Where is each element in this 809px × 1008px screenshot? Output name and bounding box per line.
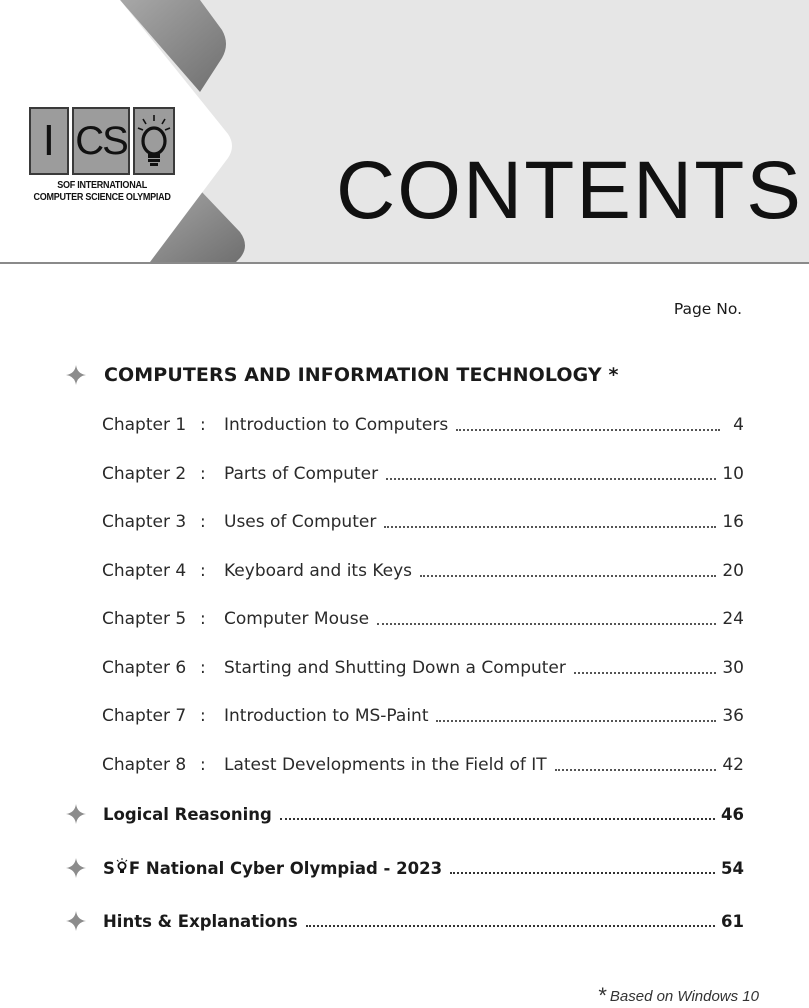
chapter-row-4[interactable]	[102, 559, 744, 583]
chapter-title: Keyboard and its Keys	[224, 561, 413, 581]
header-banner	[0, 0, 809, 262]
section-logical-reasoning[interactable]	[65, 801, 744, 827]
section-title	[103, 858, 442, 878]
chapter-colon: :	[200, 464, 206, 484]
chapter-label: Chapter 1	[102, 415, 187, 435]
chapter-label: Chapter 8	[102, 755, 187, 775]
dot-leader	[436, 720, 716, 722]
chapter-page: 4	[733, 415, 744, 435]
chapter-page: 16	[722, 512, 744, 532]
chapter-label: Chapter 2	[102, 464, 187, 484]
chapter-colon: :	[200, 415, 206, 435]
chapter-row-3[interactable]	[102, 510, 744, 534]
dot-leader	[574, 672, 716, 674]
dot-leader	[420, 575, 716, 577]
section-hints-explanations[interactable]	[65, 908, 744, 934]
footnote-text: Based on Windows 10	[609, 988, 759, 1005]
chapter-colon: :	[200, 561, 206, 581]
dot-leader	[280, 818, 715, 820]
dot-leader	[450, 872, 715, 874]
chapter-title: Introduction to MS-Paint	[224, 706, 429, 726]
dot-leader	[377, 623, 716, 625]
chapter-label: Chapter 6	[102, 658, 187, 678]
chapter-row-8[interactable]	[102, 753, 744, 777]
section-cyber-olympiad[interactable]	[65, 855, 744, 881]
section-page: 61	[721, 911, 744, 931]
dot-leader	[306, 925, 715, 927]
four-point-star-icon	[65, 364, 87, 386]
chapter-row-6[interactable]	[102, 656, 744, 680]
sof-bulb-icon	[116, 858, 128, 875]
chapter-row-5[interactable]	[102, 607, 744, 631]
chapter-page: 36	[722, 706, 744, 726]
chapter-colon: :	[200, 658, 206, 678]
section-computers-it	[65, 364, 619, 386]
chapter-page: 24	[722, 609, 744, 629]
chapter-colon: :	[200, 512, 206, 532]
section-title: Hints & Explanations	[103, 911, 298, 931]
chapter-page: 10	[722, 464, 744, 484]
section-title: COMPUTERS AND INFORMATION TECHNOLOGY *	[104, 364, 619, 386]
header-divider	[0, 262, 809, 264]
chapter-title: Latest Developments in the Field of IT	[224, 755, 547, 775]
page-title: CONTENTS	[336, 145, 803, 236]
section-title: Logical Reasoning	[103, 804, 272, 824]
chapter-label: Chapter 4	[102, 561, 187, 581]
dot-leader	[555, 769, 717, 771]
chapter-label: Chapter 7	[102, 706, 187, 726]
logo-letter-i: I	[29, 107, 69, 175]
chapter-title: Computer Mouse	[224, 609, 370, 629]
lightbulb-icon	[133, 107, 175, 175]
chapter-title: Introduction to Computers	[224, 415, 449, 435]
dot-leader	[386, 478, 716, 480]
chapter-row-7[interactable]	[102, 704, 744, 728]
chapter-colon: :	[200, 755, 206, 775]
chapter-colon: :	[200, 706, 206, 726]
page-no-label: Page No.	[673, 300, 742, 318]
logo-letters-cs: CS	[72, 107, 131, 175]
section-page: 46	[721, 804, 744, 824]
sof-title-rest: F National Cyber Olympiad - 2023	[128, 859, 443, 878]
chapter-page: 20	[722, 561, 744, 581]
chapter-label: Chapter 3	[102, 512, 187, 532]
logo-caption: SOF INTERNATIONAL COMPUTER SCIENCE OLYMPIAD	[33, 179, 171, 203]
icso-logo	[29, 107, 175, 203]
chapter-row-1[interactable]	[102, 413, 744, 437]
footnote-star: *	[598, 983, 607, 1008]
section-page: 54	[721, 858, 744, 878]
four-point-star-icon	[65, 910, 87, 932]
chapter-row-2[interactable]	[102, 462, 744, 486]
chapter-colon: :	[200, 609, 206, 629]
chapter-page: 30	[722, 658, 744, 678]
dot-leader	[384, 526, 716, 528]
chapter-title: Starting and Shutting Down a Computer	[224, 658, 566, 678]
chapter-title: Parts of Computer	[224, 464, 379, 484]
chapter-title: Uses of Computer	[224, 512, 377, 532]
four-point-star-icon	[65, 857, 87, 879]
footnote	[598, 981, 759, 1007]
sof-letter-s: S	[103, 859, 115, 878]
chapter-label: Chapter 5	[102, 609, 187, 629]
four-point-star-icon	[65, 803, 87, 825]
dot-leader	[456, 429, 720, 431]
chapter-page: 42	[722, 755, 744, 775]
